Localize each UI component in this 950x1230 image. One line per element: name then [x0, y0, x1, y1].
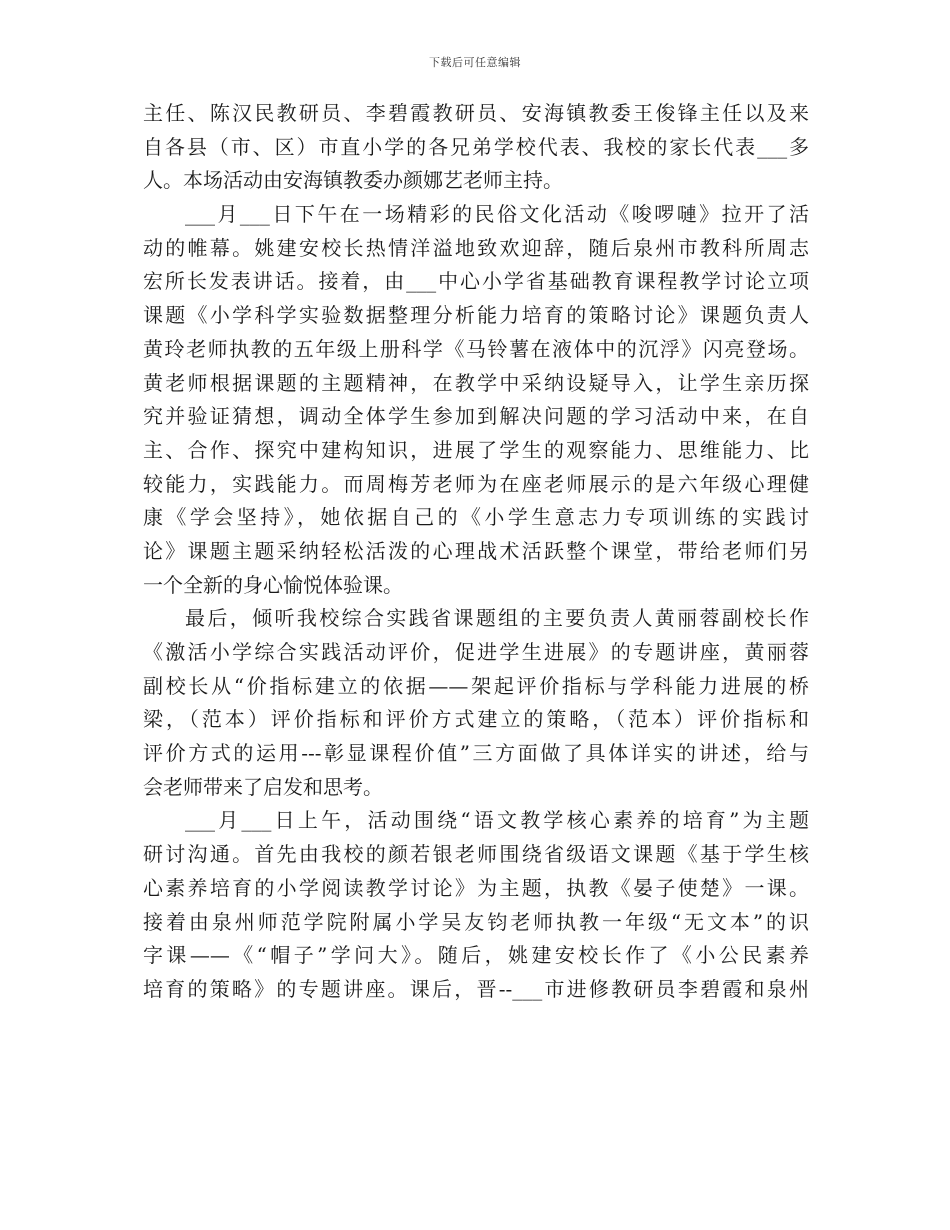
text-line: 自各县（市、区）市直小学的各兄弟学校代表、我校的家长代表___多	[143, 134, 809, 159]
text-line: 培育的策略》的专题讲座。课后，晋--___市进修教研员李碧霞和泉州	[143, 976, 809, 1001]
text-line: 会老师带来了启发和思考。	[143, 774, 383, 799]
text-line: 接着由泉州师范学院附属小学吴友钧老师执教一年级“无文本”的识	[143, 909, 809, 934]
text-line: 宏所长发表讲话。接着，由___中心小学省基础教育课程教学讨论立项	[143, 269, 809, 294]
text-line: ___月___日上午，活动围绕“语文教学核心素养的培育”为主题	[185, 808, 809, 833]
text-line: 评价方式的运用---彰显课程价值”三方面做了具体详实的讲述，给与	[143, 741, 809, 766]
text-line: 主任、陈汉民教研员、李碧霞教研员、安海镇教委王俊锋主任以及来	[143, 101, 809, 125]
text-line: 动的帷幕。姚建安校长热情洋溢地致欢迎辞，随后泉州市教科所周志	[143, 235, 809, 260]
page-header: 下载后可任意编辑	[429, 56, 521, 69]
text-line: 究并验证猜想，调动全体学生参加到解决问题的学习活动中来，在自	[143, 404, 809, 429]
text-line: 主、合作、探究中建构知识，进展了学生的观察能力、思维能力、比	[143, 437, 809, 462]
text-line: 黄老师根据课题的主题精神，在教学中采纳设疑导入，让学生亲历探	[143, 370, 809, 395]
text-line: 一个全新的身心愉悦体验课。	[143, 572, 403, 597]
text-line: 心素养培育的小学阅读教学讨论》为主题，执教《晏子使楚》一课。	[143, 875, 809, 900]
text-line: 字课——《“帽子”学问大》。随后，姚建安校长作了《小公民素养	[143, 943, 809, 968]
text-line: 副校长从“价指标建立的依据——架起评价指标与学科能力进展的桥	[143, 673, 809, 698]
text-line: 研讨沟通。首先由我校的颜若银老师围绕省级语文课题《基于学生核	[143, 842, 809, 867]
text-line: 最后，倾听我校综合实践省课题组的主要负责人黄丽蓉副校长作	[185, 606, 809, 631]
text-line: 康《学会坚持》，她依据自己的《小学生意志力专项训练的实践讨	[143, 505, 809, 530]
text-line: 论》课题主题采纳轻松活泼的心理战术活跃整个课堂，带给老师们另	[143, 538, 809, 563]
text-line: 人。本场活动由安海镇教委办颜娜艺老师主持。	[143, 168, 563, 193]
text-line: 黄玲老师执教的五年级上册科学《马铃薯在液体中的沉浮》闪亮登场。	[143, 336, 809, 361]
document-body	[143, 97, 809, 1007]
text-line: 《激活小学综合实践活动评价，促进学生进展》的专题讲座，黄丽蓉	[143, 640, 809, 664]
text-line: 梁，（范本）评价指标和评价方式建立的策略，（范本）评价指标和	[143, 707, 809, 732]
text-line: ___月___日下午在一场精彩的民俗文化活动《唆啰嗹》拉开了活	[185, 202, 809, 227]
text-line: 较能力，实践能力。而周梅芳老师为在座老师展示的是六年级心理健	[143, 471, 809, 496]
text-line: 课题《小学科学实验数据整理分析能力培育的策略讨论》课题负责人	[143, 303, 809, 328]
